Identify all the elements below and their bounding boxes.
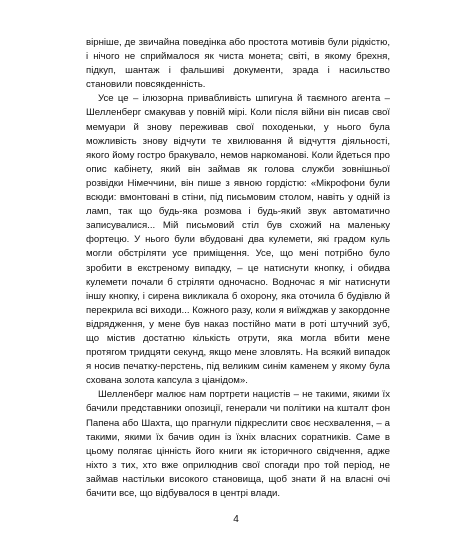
page-body-text xyxy=(86,36,390,501)
paragraph-3: Шелленберг малює нам портрети нацистів – не такими, якими їх бачили представники опозиції, генерали чи політики на кшталт фон Папена або Шахта, що прагнули підкреслити своє несхвалення, – а такими, якими їх бачив один із їхніх власних соратників. Саме в цьому полягає цінність його книги як історичного свідчення, адже ніхто з тих, хто вже оприлюднив свої спогади про той період, не займав настільки високого становища, щоб знати й на власні очі бачити все, що відбувалося в центрі влади. xyxy=(86,389,390,499)
paragraph-2: Усе це – ілюзорна привабливість шпигуна й таємного агента – Шелленберг смакував у повній мірі. Коли після війни він писав свої мемуари й знову переживав свої походеньки, у нього була можливість знову відчути те хвилювання й відчуття діяльності, якого йому гостро бракувало, немов наркоманові. Коли йдеться про опис кабінету, який він займав як голова служби зовнішньої розвідки Німеччини, він пише з явною гордістю: «Мікрофони були всюди: вмонтовані в стіни, під письмовим столом, навіть у одній із ламп, так що будь-яка розмова і будь-який звук автоматично записувалися... Мій письмовий стіл був схожий на маленьку фортецю. У нього були вбудовані два кулемети, які градом куль могли обстріляти усе приміщення. Усе, що мені потрібно було зробити в екстреному випадку, – це натиснути кнопку, і обидва кулемети почали б стріляти одночасно. Водночас я міг натиснути іншу кнопку, і сирена викликала б охорону, яка оточила б будівлю й перекрила всі виходи... Кожного разу, коли я виїжджав у закордонне відрядження, у мене був наказ постійно мати в роті штучний зуб, що містив достатню кількість отрути, яка могла вбити мене протягом тридцяти секунд, якщо мене зловлять. На всякий випадок я носив печатку-перстень, під великим синім каменем у якому була схована золота капсула з ціанідом». xyxy=(86,93,390,387)
page-number: 4 xyxy=(233,514,239,525)
paragraph-1: вірніше, де звичайна поведінка або простота мотивів були рідкістю, і нічого не сприймалося як чиста монета; світі, в якому брехня, підкуп, шантаж і фальшиві документи, зрада і насильство становили повсякденність. xyxy=(86,37,390,91)
